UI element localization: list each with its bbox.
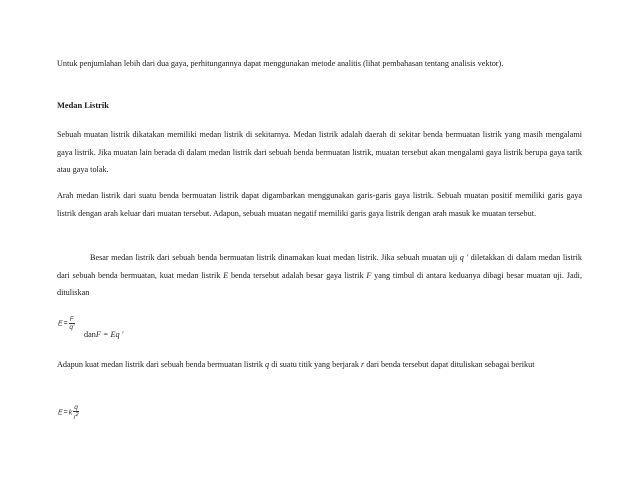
formula1-fraction <box>69 316 75 331</box>
formula-coulomb-field <box>58 404 79 422</box>
var-q: q <box>265 360 270 369</box>
caption-dan: dan <box>84 330 96 339</box>
adapun-text-b: di suatu titik yang berjarak <box>269 360 361 369</box>
formula1-lhs: E <box>58 320 63 328</box>
var-E: E <box>223 270 229 280</box>
var-q-prime: q ' <box>459 253 469 262</box>
kuat-text-d: yang timbul di antara keduanya dibagi besar muatan uji. Jadi, dituliskan <box>57 270 582 297</box>
formula2-r: r <box>73 414 76 422</box>
formula2-eq: = <box>63 409 68 417</box>
paragraph-kuat-medan <box>57 249 582 302</box>
paragraph-medan-listrik: Sebuah muatan listrik dikatakan memiliki medan listrik di sekitarnya. Medan listrik adalah daerah di sekitar benda bermuatan listrik yang masih mengalami gaya listrik. Jika muatan lain berada di dalam medan listrik dari sebuah benda bermuatan listrik, muatan tersebut akan mengalami gaya listrik berupa gaya tarik atau gaya tolak. <box>57 130 582 174</box>
formula2-denominator <box>73 412 79 421</box>
formula1-caption <box>84 330 123 339</box>
paragraph-intro: Untuk penjumlahan lebih dari dua gaya, perhitungannya dapat menggunakan metode analitis (lihat pembahasan tentang analisis vektor). <box>57 59 504 68</box>
paragraph-adapun <box>57 356 582 374</box>
formula1-numerator: F <box>69 316 74 324</box>
formula1-denominator: q' <box>69 324 75 332</box>
adapun-text-c: dari benda tersebut dapat dituliskan sebagai berikut <box>364 360 535 369</box>
var-F: F <box>366 270 372 280</box>
formula2-fraction <box>73 404 79 421</box>
caption-f-eq: F = Eq ' <box>95 330 124 339</box>
formula2-k: k <box>68 409 73 417</box>
kuat-text-c: benda tersebut adalah besar gaya listrik <box>228 270 367 280</box>
formula2-numerator: q <box>74 404 78 412</box>
kuat-text-b: diletakkan di dalam medan listrik dari sebuah benda bermuatan, kuat medan listrik <box>57 253 582 280</box>
paragraph-arah-medan: Arah medan listrik dari suatu benda bermuatan listrik dapat digambarkan menggunakan garis-garis gaya listrik. Sebuah muatan positif memiliki garis gaya listrik dengan arah keluar dari muatan tersebut. Adapun, sebuah muatan negatif memiliki garis gaya listrik dengan arah masuk ke muatan tersebut. <box>57 191 582 218</box>
var-r: r <box>361 360 365 369</box>
kuat-text-a: Besar medan listrik dari sebuah benda bermuatan listrik dinamakan kuat medan listrik. Jika sebuah muatan uji <box>90 253 460 262</box>
section-heading-medan-listrik: Medan Listrik <box>57 101 109 110</box>
formula2-exponent: 2 <box>75 412 79 419</box>
formula-e-equals-f-over-q <box>58 315 75 333</box>
adapun-text-a: Adapun kuat medan listrik dari sebuah benda bermuatan listrik <box>57 360 266 369</box>
formula1-eq: = <box>63 320 68 328</box>
formula2-lhs: E <box>58 409 63 417</box>
